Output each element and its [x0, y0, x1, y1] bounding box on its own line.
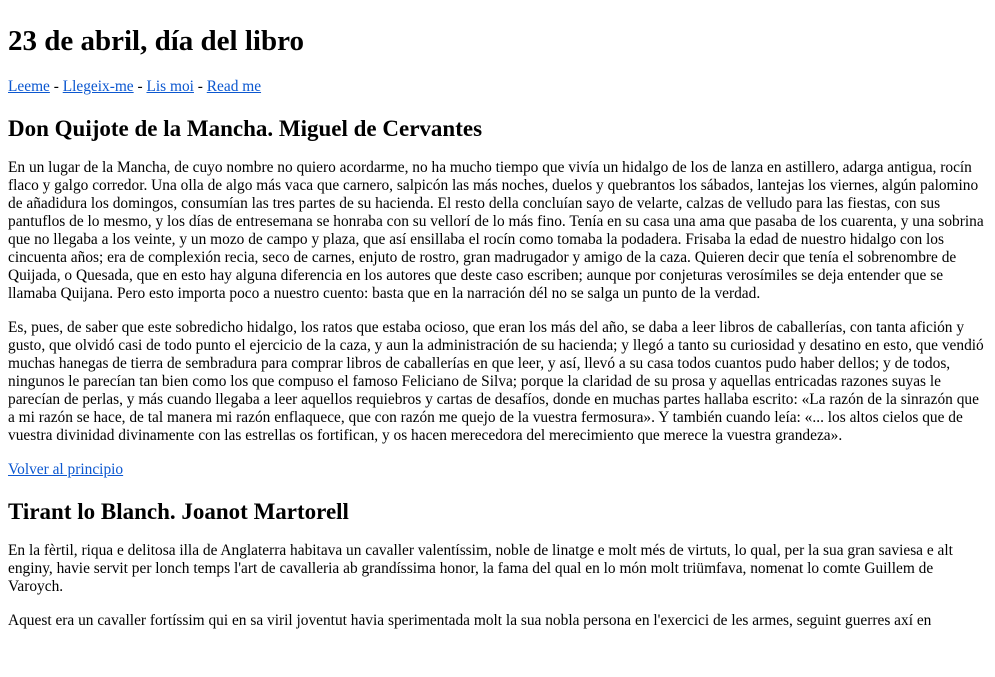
lang-link-en[interactable]: Read me — [206, 78, 262, 95]
page-title: 23 de abril, día del libro — [8, 25, 304, 57]
paragraph: Es, pues, de saber que este sobredicho hidalgo, los ratos que estaba ocioso, que eran los más del año, se daba a leer libros de caballerías, con tanta afición y gusto, que olvidó casi de todo punto el ejercicio de la caza, y aun la administración de su hacienda; y llegó a tanto su curiosidad y desatino en esto, que vendió muchas hanegas de tierra de sembradura para comprar libros de caballerías en que leer, y así, llevó a su casa todos cuantos pudo haber dellos; y de todos, ningunos le parecían tan bien como los que compuso el famoso Feliciano de Silva; porque la claridad de su prosa y aquellas entricadas razones suyas le parecían de perlas, y más cuando llegaba a leer aquellos requiebros y cartas de desafíos, donde en muchas partes hallaba escrito: «La razón de la sinrazón que a mi razón se hace, de tal manera mi razón enflaquece, que con razón me quejo de la vuestra fermosura». Y también cuando leía: «... los altos cielos que de vuestra divinidad divinamente con las estrellas os fortifican, y os hacen merecedora del merecimiento que merece la vuestra grandeza». — [8, 319, 984, 444]
back-to-top-link[interactable]: Volver al principio — [8, 461, 124, 478]
lang-link-ca[interactable]: Llegeix-me — [62, 78, 134, 95]
link-separator: - — [49, 78, 63, 95]
lang-link-es[interactable]: Leeme — [8, 78, 50, 95]
link-separator: - — [133, 78, 147, 95]
lang-link-fr[interactable]: Lis moi — [146, 78, 194, 95]
section-quijote — [8, 115, 987, 479]
section-tirant — [8, 498, 987, 630]
language-links — [8, 78, 987, 96]
section-heading: Don Quijote de la Mancha. Miguel de Cervantes — [8, 116, 483, 141]
paragraph: En un lugar de la Mancha, de cuyo nombre no quiero acordarme, no ha mucho tiempo que vivía un hidalgo de los de lanza en astillero, adarga antigua, rocín flaco y galgo corredor. Una olla de algo más vaca que carnero, salpicón las más noches, duelos y quebrantos los sábados, lantejas los viernes, algún palomino de añadidura los domingos, consumían las tres partes de su hacienda. El resto della concluían sayo de velarte, calzas de velludo para las fiestas, con sus pantuflos de lo mesmo, y los días de entresemana se honraba con su vellorí de lo más fino. Tenía en su casa una ama que pasaba de los cuarenta, y una sobrina que no llegaba a los veinte, y un mozo de campo y plaza, que así ensillaba el rocín como tomaba la podadera. Frisaba la edad de nuestro hidalgo con los cincuenta años; era de complexión recia, seco de carnes, enjuto de rostro, gran madrugador y amigo de la caza. Quieren decir que tenía el sobrenombre de Quijada, o Quesada, que en esto hay alguna diferencia en los autores que deste caso escriben; aunque por conjeturas verosímiles se deja entender que se llamaba Quijana. Pero esto importa poco a nuestro cuento: basta que en la narración dél no se salga un punto de la verdad. — [8, 159, 984, 302]
section-heading: Tirant lo Blanch. Joanot Martorell — [8, 499, 349, 524]
document-body — [0, 24, 995, 630]
back-to-top — [8, 461, 987, 479]
paragraph: En la fèrtil, riqua e delitosa illa de Anglaterra habitava un cavaller valentíssim, noble de linatge e molt més de virtuts, lo qual, per la sua gran saviesa e alt enginy, havie servit per lonch temps l'art de cavalleria ab grandíssima honor, la fama del qual en lo món molt triümfava, nomenat lo comte Guillem de Varoych. — [8, 542, 953, 595]
link-separator: - — [193, 78, 207, 95]
paragraph: Aquest era un cavaller fortíssim qui en sa viril joventut havia sperimentada molt la sua nobla persona en l'exercici de les armes, seguint guerres axí en — [8, 612, 932, 629]
